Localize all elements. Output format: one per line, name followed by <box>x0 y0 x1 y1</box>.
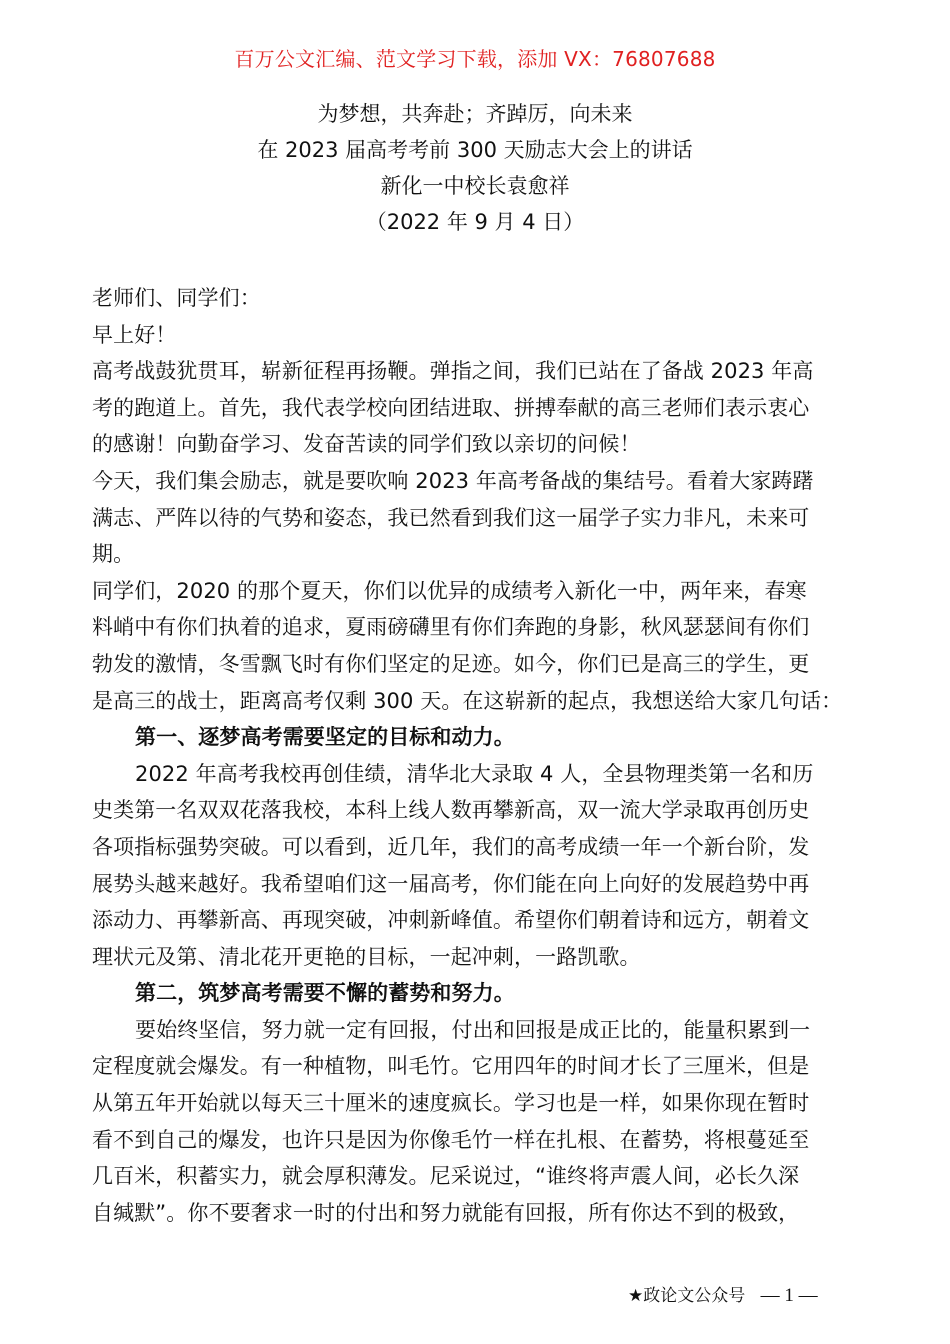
footer-source: ★政论文公众号 <box>628 1286 746 1306</box>
paragraph-line: 定程度就会爆发。有一种植物，叫毛竹。它用四年的时间才长了三厘米，但是 <box>92 1054 810 1079</box>
paragraph-line: 添动力、再攀新高、再现突破，冲刺新峰值。希望你们朝着诗和远方，朝着文 <box>92 908 810 933</box>
page-number: — 1 — <box>760 1285 818 1306</box>
paragraph-line: 勃发的激情，冬雪飘飞时有你们坚定的足迹。如今，你们已是高三的学生，更 <box>92 651 810 676</box>
paragraph-line: 史类第一名双双花落我校，本科上线人数再攀新高，双一流大学录取再创历史 <box>92 798 810 823</box>
paragraph-line: 看不到自己的爆发，也许只是因为你像毛竹一样在扎根、在蓄势，将根蔓延至 <box>92 1127 810 1152</box>
paragraph-line: 各项指标强势突破。可以看到，近几年，我们的高考成绩一年一个新台阶，发 <box>92 834 810 859</box>
paragraph-line: 考的跑道上。首先，我代表学校向团结进取、拼搏奉献的高三老师们表示衷心 <box>92 395 810 420</box>
paragraph-line: 早上好！ <box>92 322 177 347</box>
paragraph-line: 的感谢！向勤奋学习、发奋苦读的同学们致以亲切的问候！ <box>92 432 641 457</box>
paragraph-line: 要始终坚信，努力就一定有回报，付出和回报是成正比的，能量积累到一 <box>135 1017 811 1042</box>
paragraph-line: 今天，我们集会励志，就是要吹响 2023 年高考备战的集结号。看着大家踌躇 <box>92 468 814 493</box>
watermark-banner: 百万公文汇编、范文学习下载，添加 VX：76807688 <box>234 47 716 71</box>
section-heading: 第一、逐梦高考需要坚定的目标和动力。 <box>135 725 515 750</box>
paragraph-line: 展势头越来越好。我希望咱们这一届高考，你们能在向上向好的发展趋势中再 <box>92 871 810 896</box>
paragraph-line: 自缄默”。你不要奢求一时的付出和努力就能有回报，所有你达不到的极致， <box>92 1200 800 1225</box>
paragraph-line: 高考战鼓犹贯耳，崭新征程再扬鞭。弹指之间，我们已站在了备战 2023 年高 <box>92 359 814 384</box>
paragraph-line: 满志、严阵以待的气势和姿态，我已然看到我们这一届学子实力非凡，未来可 <box>92 505 810 530</box>
paragraph-line: 老师们、同学们： <box>92 286 261 310</box>
paragraph-line: 料峭中有你们执着的追求，夏雨磅礴里有你们奔跑的身影，秋风瑟瑟间有你们 <box>92 615 810 640</box>
paragraph-line: 2022 年高考我校再创佳绩，清华北大录取 4 人，全县物理类第一名和历 <box>135 761 814 786</box>
section-heading: 第二，筑梦高考需要不懈的蓄势和努力。 <box>135 981 515 1006</box>
speaker-name: 新化一中校长袁愈祥 <box>380 174 570 198</box>
paragraph-line: 是高三的战士，距离高考仅剩 300 天。在这崭新的起点，我想送给大家几句话： <box>92 688 843 713</box>
speech-date: （2022 年 9 月 4 日） <box>365 210 585 234</box>
paragraph-line: 期。 <box>92 542 135 567</box>
document-subtitle: 在 2023 届高考考前 300 天励志大会上的讲话 <box>257 138 693 162</box>
paragraph-line: 同学们，2020 的那个夏天，你们以优异的成绩考入新化一中，两年来，春寒 <box>92 578 807 603</box>
paragraph-line: 理状元及第、清北花开更艳的目标，一起冲刺，一路凯歌。 <box>92 944 641 969</box>
speech-body <box>92 280 882 1231</box>
document-header <box>0 96 950 240</box>
document-title: 为梦想，共奔赴；齐踔厉，向未来 <box>317 102 633 126</box>
paragraph-line: 从第五年开始就以每天三十厘米的速度疯长。学习也是一样，如果你现在暂时 <box>92 1091 810 1116</box>
paragraph-line: 几百米，积蓄实力，就会厚积薄发。尼采说过，“谁终将声震人间，必长久深 <box>92 1164 800 1189</box>
page-footer <box>628 1284 818 1308</box>
